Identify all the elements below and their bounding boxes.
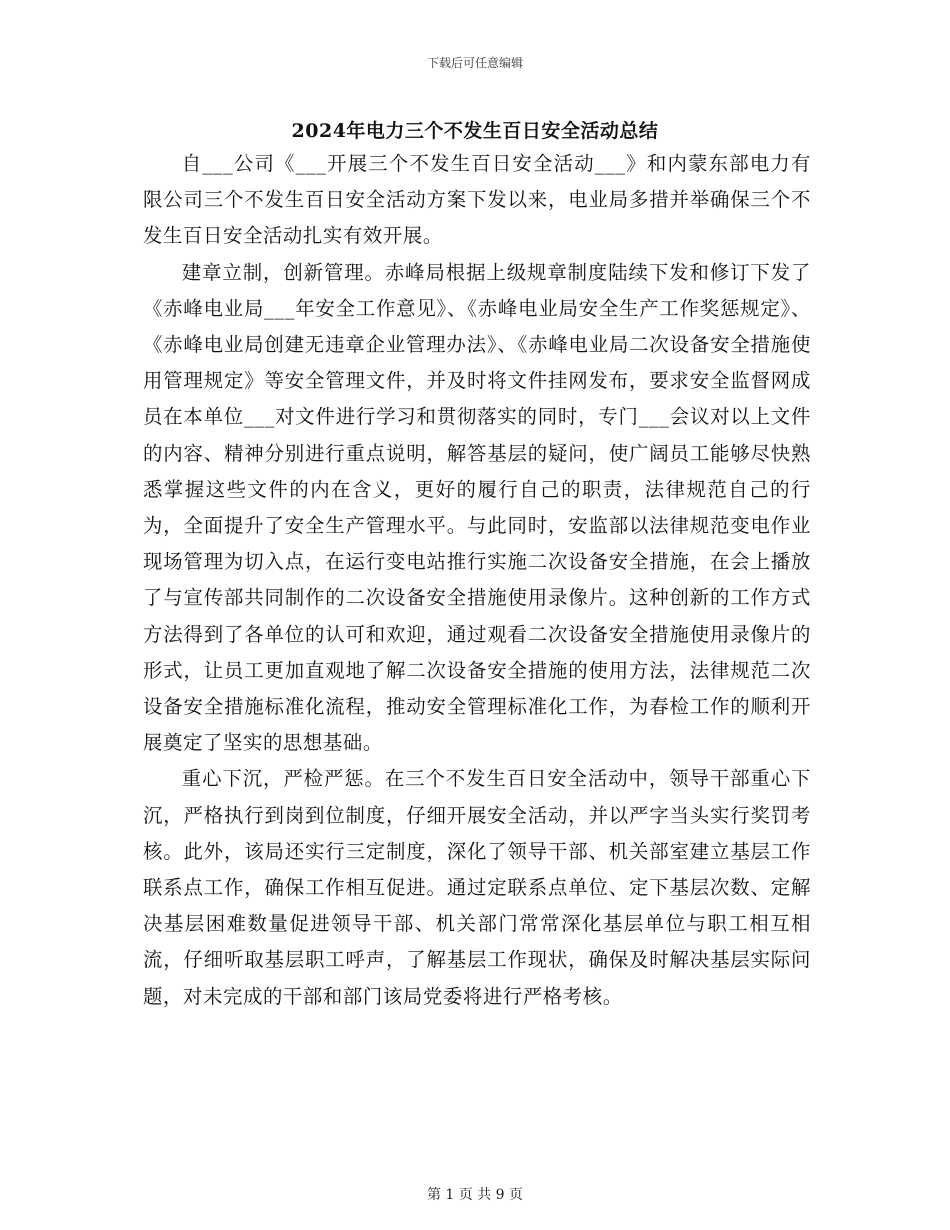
paragraph-inspection: 重心下沉，严检严惩。在三个不发生百日安全活动中，领导干部重心下沉，严格执行到岗到位制度，仔细开展安全活动，并以严字当头实行奖罚考核。此外，该局还实行三定制度，深化了领导干部、机关部室建立基层工作联系点工作，确保工作相互促进。通过定联系点单位、定下基层次数、定解决基层困难数量促进领导干部、机关部门常常深化基层单位与职工相互相流，仔细听取基层职工呼声，了解基层工作现状，确保及时解决基层实际问题，对未完成的干部和部门该局党委将进行严格考核。 bbox=[143, 767, 811, 1008]
page-number: 第 1 页 共 9 页 bbox=[426, 1187, 524, 1203]
header-note: 下载后可任意编辑 bbox=[426, 56, 523, 70]
document-body bbox=[143, 146, 811, 1015]
paragraph-intro: 自___公司《___开展三个不发生百日安全活动___》和内蒙东部电力有限公司三个不发生百日安全活动方案下发以来，电业局多措并举确保三个不发生百日安全活动扎实有效开展。 bbox=[143, 152, 811, 248]
document-title: 2024年电力三个不发生百日安全活动总结 bbox=[291, 120, 659, 142]
paragraph-regulations: 建章立制，创新管理。赤峰局根据上级规章制度陆续下发和修订下发了《赤峰电业局___年安全工作意见》、《赤峰电业局安全生产工作奖惩规定》、《赤峰电业局创建无违章企业管理办法》、《赤峰电业局二次设备安全措施使用管理规定》等安全管理文件，并及时将文件挂网发布，要求安全监督网成员在本单位___对文件进行学习和贯彻落实的同时，专门___会议对以上文件的内容、精神分别进行重点说明，解答基层的疑问，使广阔员工能够尽快熟悉掌握这些文件的内在含义，更好的履行自己的职责，法律规范自己的行为，全面提升了安全生产管理水平。与此同时，安监部以法律规范变电作业现场管理为切入点，在运行变电站推行实施二次设备安全措施，在会上播放了与宣传部共同制作的二次设备安全措施使用录像片。这种创新的工作方式方法得到了各单位的认可和欢迎，通过观看二次设备安全措施使用录像片的形式，让员工更加直观地了解二次设备安全措施的使用方法，法律规范二次设备安全措施标准化流程，推动安全管理标准化工作，为春检工作的顺利开展奠定了坚实的思想基础。 bbox=[143, 260, 811, 755]
